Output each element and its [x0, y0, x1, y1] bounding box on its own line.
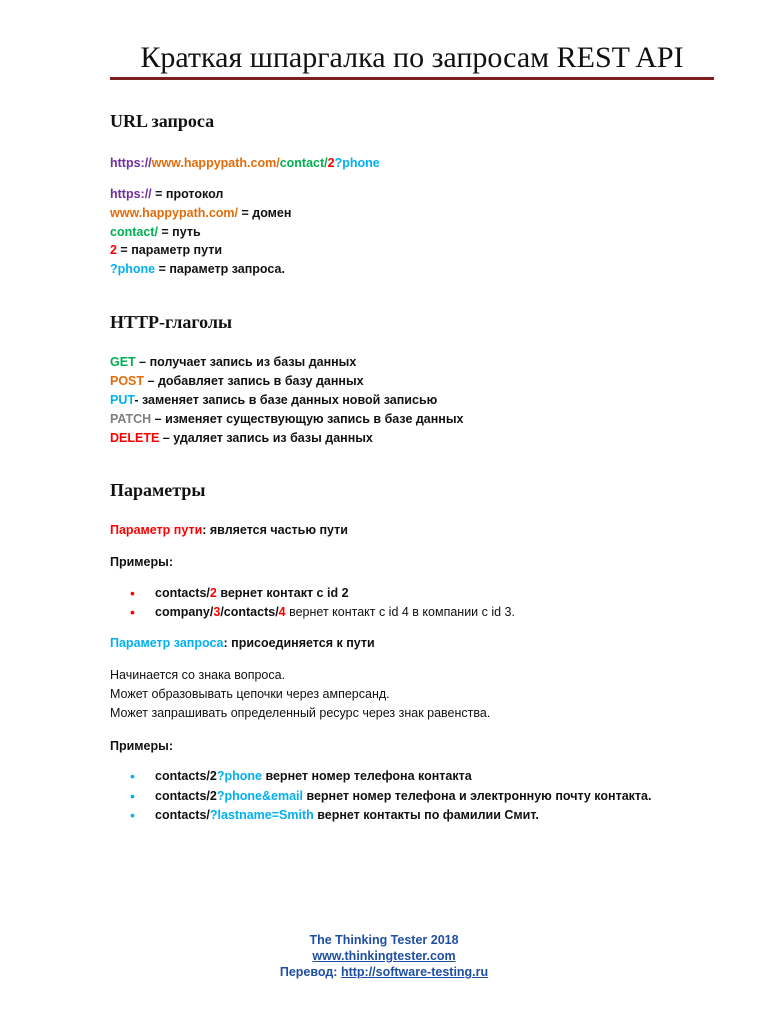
verb-name: PATCH [110, 412, 152, 426]
verb-name: GET [110, 355, 136, 369]
title-divider [110, 77, 714, 80]
example-param: 4 [278, 605, 286, 619]
example-param: 2 [209, 586, 217, 600]
verb-post [110, 373, 364, 390]
bullet: • [130, 585, 135, 601]
verb-delete [110, 430, 373, 447]
example-desc: вернет контакты по фамилии Смит. [313, 808, 539, 822]
query-note: Начинается со знака вопроса. [110, 668, 286, 682]
verb-get [110, 354, 356, 371]
examples-label: Примеры: [110, 555, 173, 569]
def-path-param [110, 242, 222, 259]
footer-site-link[interactable]: www.thinkingtester.com [312, 949, 456, 963]
example-param: ?phone [216, 769, 262, 783]
example-part: company/ [155, 605, 214, 619]
verb-desc: – получает запись из базы данных [135, 355, 357, 369]
path-example [155, 604, 515, 621]
verb-patch [110, 411, 463, 428]
def-path [110, 224, 201, 241]
verb-name: DELETE [110, 431, 160, 445]
example-desc: вернет контакт с id 4 в компании с id 3. [285, 605, 515, 619]
example-part: contacts/2 [155, 789, 217, 803]
url-path-param: 2 [327, 156, 335, 170]
url-domain: www.happypath.com/ [151, 156, 280, 170]
example-desc: вернет номер телефона контакта [261, 769, 472, 783]
def-term: 2 [110, 243, 117, 257]
page-title: Краткая шпаргалка по запросам REST API [140, 41, 684, 74]
def-desc: = протокол [151, 187, 224, 201]
url-protocol: https:// [110, 156, 152, 170]
example-param: ?lastname=Smith [209, 808, 314, 822]
path-param-desc: : является частью пути [202, 523, 348, 537]
def-desc: = домен [238, 206, 292, 220]
example-param: ?phone&email [216, 789, 303, 803]
query-note: Может образовывать цепочки через амперсанд. [110, 687, 390, 701]
url-heading: URL запроса [110, 111, 215, 131]
url-query: ?phone [334, 156, 380, 170]
example-desc: вернет номер телефона и электронную почту контакта. [302, 789, 652, 803]
example-desc: вернет контакт с id 2 [216, 586, 349, 600]
path-example [155, 585, 349, 602]
def-term: ?phone [110, 262, 156, 276]
def-desc: = параметр пути [116, 243, 223, 257]
def-term: contact/ [110, 225, 158, 239]
verb-name: POST [110, 374, 145, 388]
footer-credit: The Thinking Tester 2018 [309, 933, 459, 947]
bullet: • [130, 807, 135, 823]
def-desc: = параметр запроса. [155, 262, 285, 276]
query-example [155, 788, 651, 805]
path-param-def [110, 522, 348, 539]
bullet: • [130, 768, 135, 784]
url-example [110, 155, 380, 172]
example-part: contacts/ [155, 808, 210, 822]
def-protocol [110, 186, 223, 203]
verb-desc: – изменяет существующую запись в базе данных [151, 412, 464, 426]
http-heading: HTTP-глаголы [110, 312, 233, 332]
bullet: • [130, 604, 135, 620]
def-query [110, 261, 285, 278]
query-param-desc: : присоединяется к пути [223, 636, 375, 650]
verb-desc: – удаляет запись из базы данных [159, 431, 373, 445]
url-path: contact/ [279, 156, 328, 170]
def-domain [110, 205, 291, 222]
def-term: https:// [110, 187, 152, 201]
def-term: www.happypath.com/ [110, 206, 239, 220]
path-param-term: Параметр пути [110, 523, 203, 537]
query-example [155, 768, 472, 785]
params-heading: Параметры [110, 480, 206, 500]
bullet: • [130, 788, 135, 804]
footer-translation-label: Перевод: [279, 965, 341, 979]
footer-translation-link[interactable]: http://software-testing.ru [340, 965, 489, 979]
example-part: /contacts/ [220, 605, 279, 619]
verb-desc: - заменяет запись в базе данных новой записью [134, 393, 438, 407]
def-desc: = путь [157, 225, 201, 239]
example-part: contacts/ [155, 586, 210, 600]
verb-put [110, 392, 437, 409]
query-example [155, 807, 539, 824]
verb-desc: – добавляет запись в базу данных [144, 374, 364, 388]
query-param-term: Параметр запроса [110, 636, 224, 650]
footer-translation [0, 964, 768, 980]
query-note: Может запрашивать определенный ресурс через знак равенства. [110, 706, 491, 720]
example-param: 3 [213, 605, 221, 619]
examples-label: Примеры: [110, 739, 173, 753]
example-part: contacts/2 [155, 769, 217, 783]
verb-name: PUT [110, 393, 135, 407]
footer-site [0, 948, 768, 964]
query-param-def [110, 635, 375, 652]
